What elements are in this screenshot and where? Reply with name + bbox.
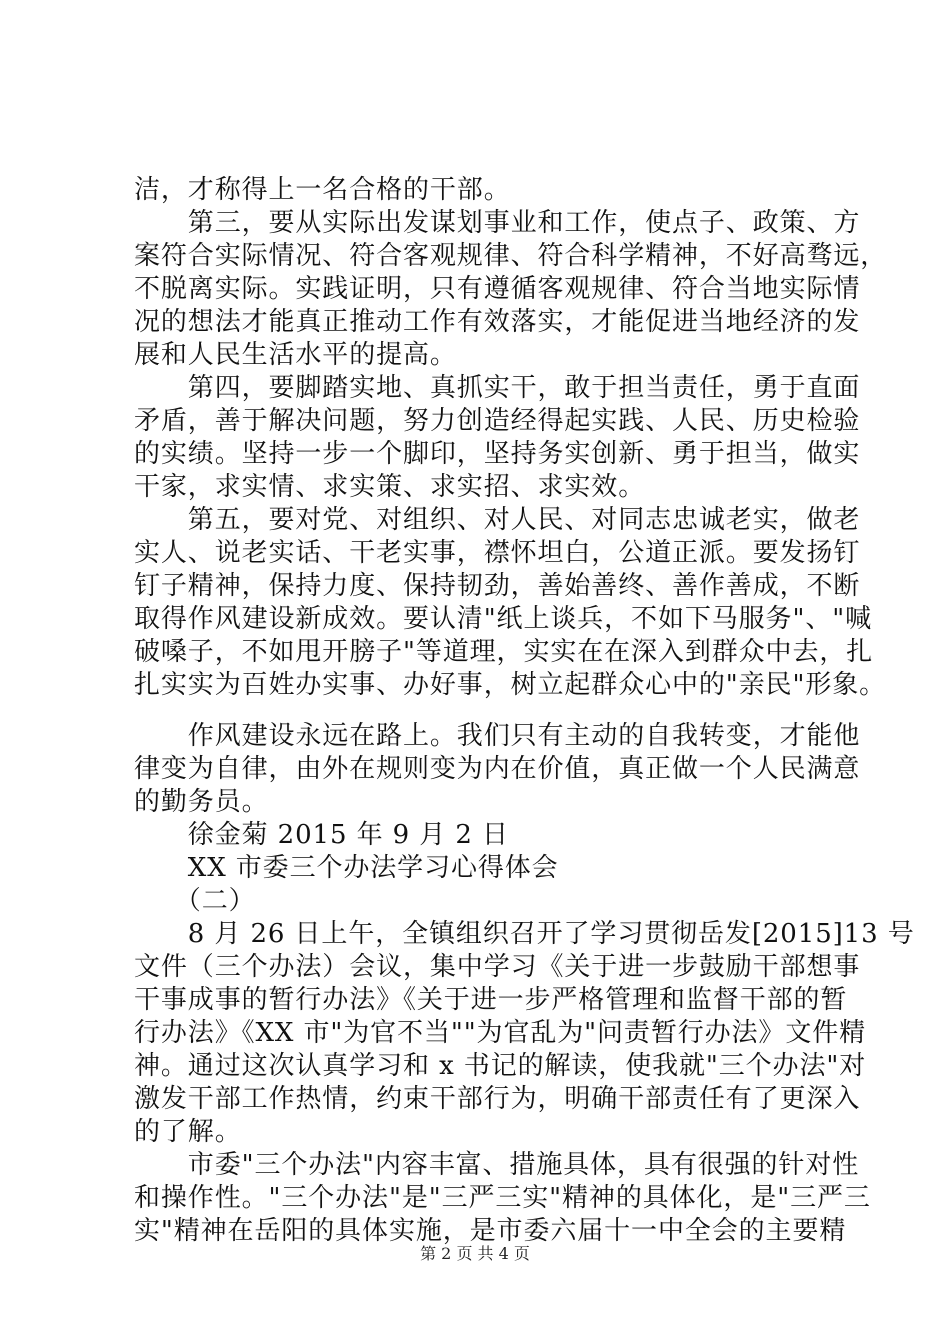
text-line: 文件（三个办法）会议，集中学习《关于进一步鼓励干部想事 <box>134 952 861 982</box>
page-footer: 第 2 页 共 4 页 <box>420 1244 530 1263</box>
text-line: 第三，要从实际出发谋划事业和工作，使点子、政策、方 <box>134 208 861 238</box>
text-line: 的实绩。坚持一步一个脚印，坚持务实创新、勇于担当，做实 <box>134 439 861 469</box>
text-line: 作风建设永远在路上。我们只有主动的自我转变，才能他 <box>134 721 861 751</box>
author-date: 徐金菊 2015 年 9 月 2 日 <box>134 820 509 850</box>
text-line: 第五，要对党、对组织、对人民、对同志忠诚老实，做老 <box>134 505 861 535</box>
text-line: 8 月 26 日上午，全镇组织召开了学习贯彻岳发[2015]13 号 <box>134 919 915 949</box>
text-line: 扎实实为百姓办实事、办好事，树立起群众心中的"亲民"形象。 <box>134 670 887 700</box>
text-line: 和操作性。"三个办法"是"三严三实"精神的具体化，是"三严三 <box>134 1183 871 1213</box>
text-line: 神。通过这次认真学习和 x 书记的解读，使我就"三个办法"对 <box>134 1051 867 1081</box>
text-line: 案符合实际情况、符合客观规律、符合科学精神，不好高骛远， <box>134 241 888 271</box>
text-line: 取得作风建设新成效。要认清"纸上谈兵，不如下马服务"、"喊 <box>134 604 872 634</box>
text-line: 的勤务员。 <box>134 787 269 817</box>
text-line: 不脱离实际。实践证明，只有遵循客观规律、符合当地实际情 <box>134 274 861 304</box>
text-line: 矛盾，善于解决问题，努力创造经得起实践、人民、历史检验 <box>134 406 861 436</box>
text-line: 行办法》《XX 市"为官不当""为官乱为"问责暂行办法》文件精 <box>134 1018 867 1048</box>
text-line: 干事成事的暂行办法》《关于进一步严格管理和监督干部的暂 <box>134 985 848 1015</box>
text-line: 激发干部工作热情，约束干部行为，明确干部责任有了更深入 <box>134 1084 861 1114</box>
section-subtitle: （二） <box>134 886 256 916</box>
text-line: 钉子精神，保持力度、保持韧劲，善始善终、善作善成，不断 <box>134 571 861 601</box>
text-line: 的了解。 <box>134 1117 242 1147</box>
text-line: 干家，求实情、求实策、求实招、求实效。 <box>134 472 646 502</box>
text-line: 市委"三个办法"内容丰富、措施具体，具有很强的针对性 <box>134 1150 860 1180</box>
text-line: 破嗓子，不如甩开膀子"等道理，实实在在深入到群众中去，扎 <box>134 637 874 667</box>
text-line: 律变为自律，由外在规则变为内在价值，真正做一个人民满意 <box>134 754 861 784</box>
text-line: 实人、说老实话、干老实事，襟怀坦白，公道正派。要发扬钉 <box>134 538 861 568</box>
text-line: 况的想法才能真正推动工作有效落实，才能促进当地经济的发 <box>134 307 861 337</box>
text-line: 实"精神在岳阳的具体实施，是市委六届十一中全会的主要精 <box>134 1216 847 1246</box>
text-line: 洁，才称得上一名合格的干部。 <box>134 175 511 205</box>
text-line: 第四，要脚踏实地、真抓实干，敢于担当责任，勇于直面 <box>134 373 861 403</box>
section-title: XX 市委三个办法学习心得体会 <box>134 853 559 883</box>
text-line: 展和人民生活水平的提高。 <box>134 340 457 370</box>
